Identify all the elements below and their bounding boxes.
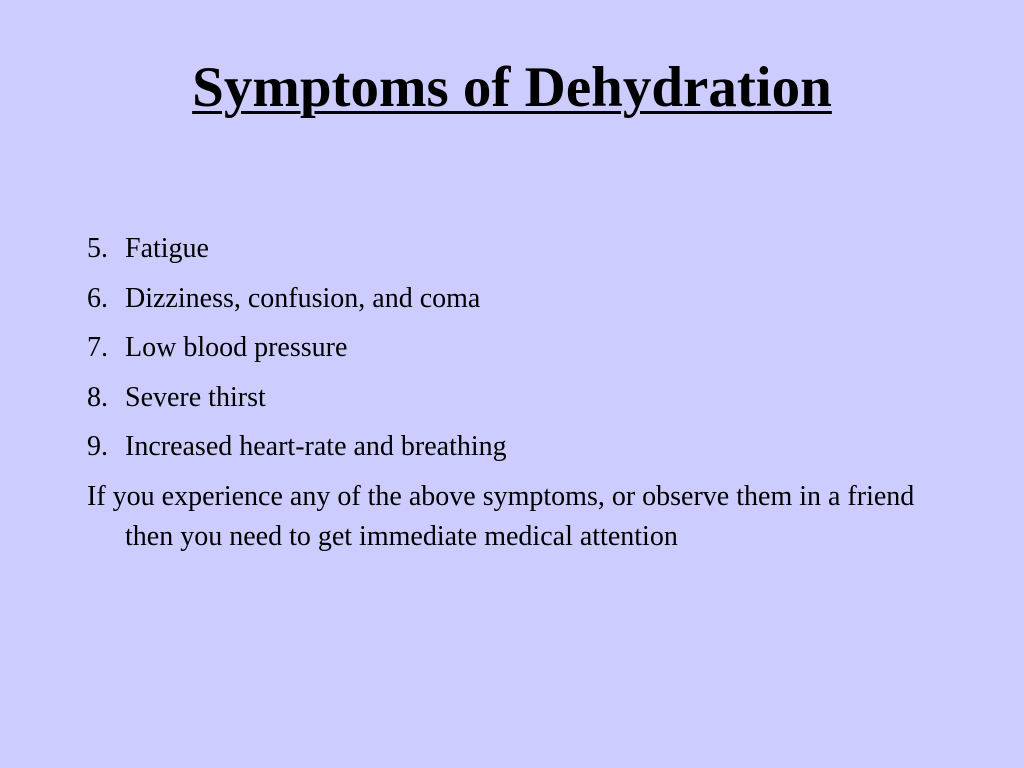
item-number: 5. [87, 233, 108, 264]
list-item [87, 427, 957, 477]
item-text: Severe thirst [125, 381, 266, 413]
item-text: Low blood pressure [125, 332, 348, 363]
item-number: 7. [87, 332, 108, 363]
item-text: Dizziness, confusion, and coma [125, 282, 481, 314]
list-item [87, 328, 957, 378]
item-text: Increased heart-rate and breathing [125, 431, 507, 462]
item-number: 9. [87, 431, 108, 462]
slide-title: Symptoms of Dehydration [192, 56, 832, 119]
item-number: 6. [87, 282, 108, 314]
slide-content [87, 229, 957, 557]
medical-attention-note: If you experience any of the above symptoms, or observe them in a friend then you need to get immediate medical attention [87, 480, 915, 552]
list-item [87, 279, 957, 329]
list-item [87, 229, 957, 279]
item-number: 8. [87, 381, 108, 413]
symptom-list [87, 229, 957, 477]
list-item [87, 378, 957, 428]
item-text: Fatigue [125, 233, 209, 264]
